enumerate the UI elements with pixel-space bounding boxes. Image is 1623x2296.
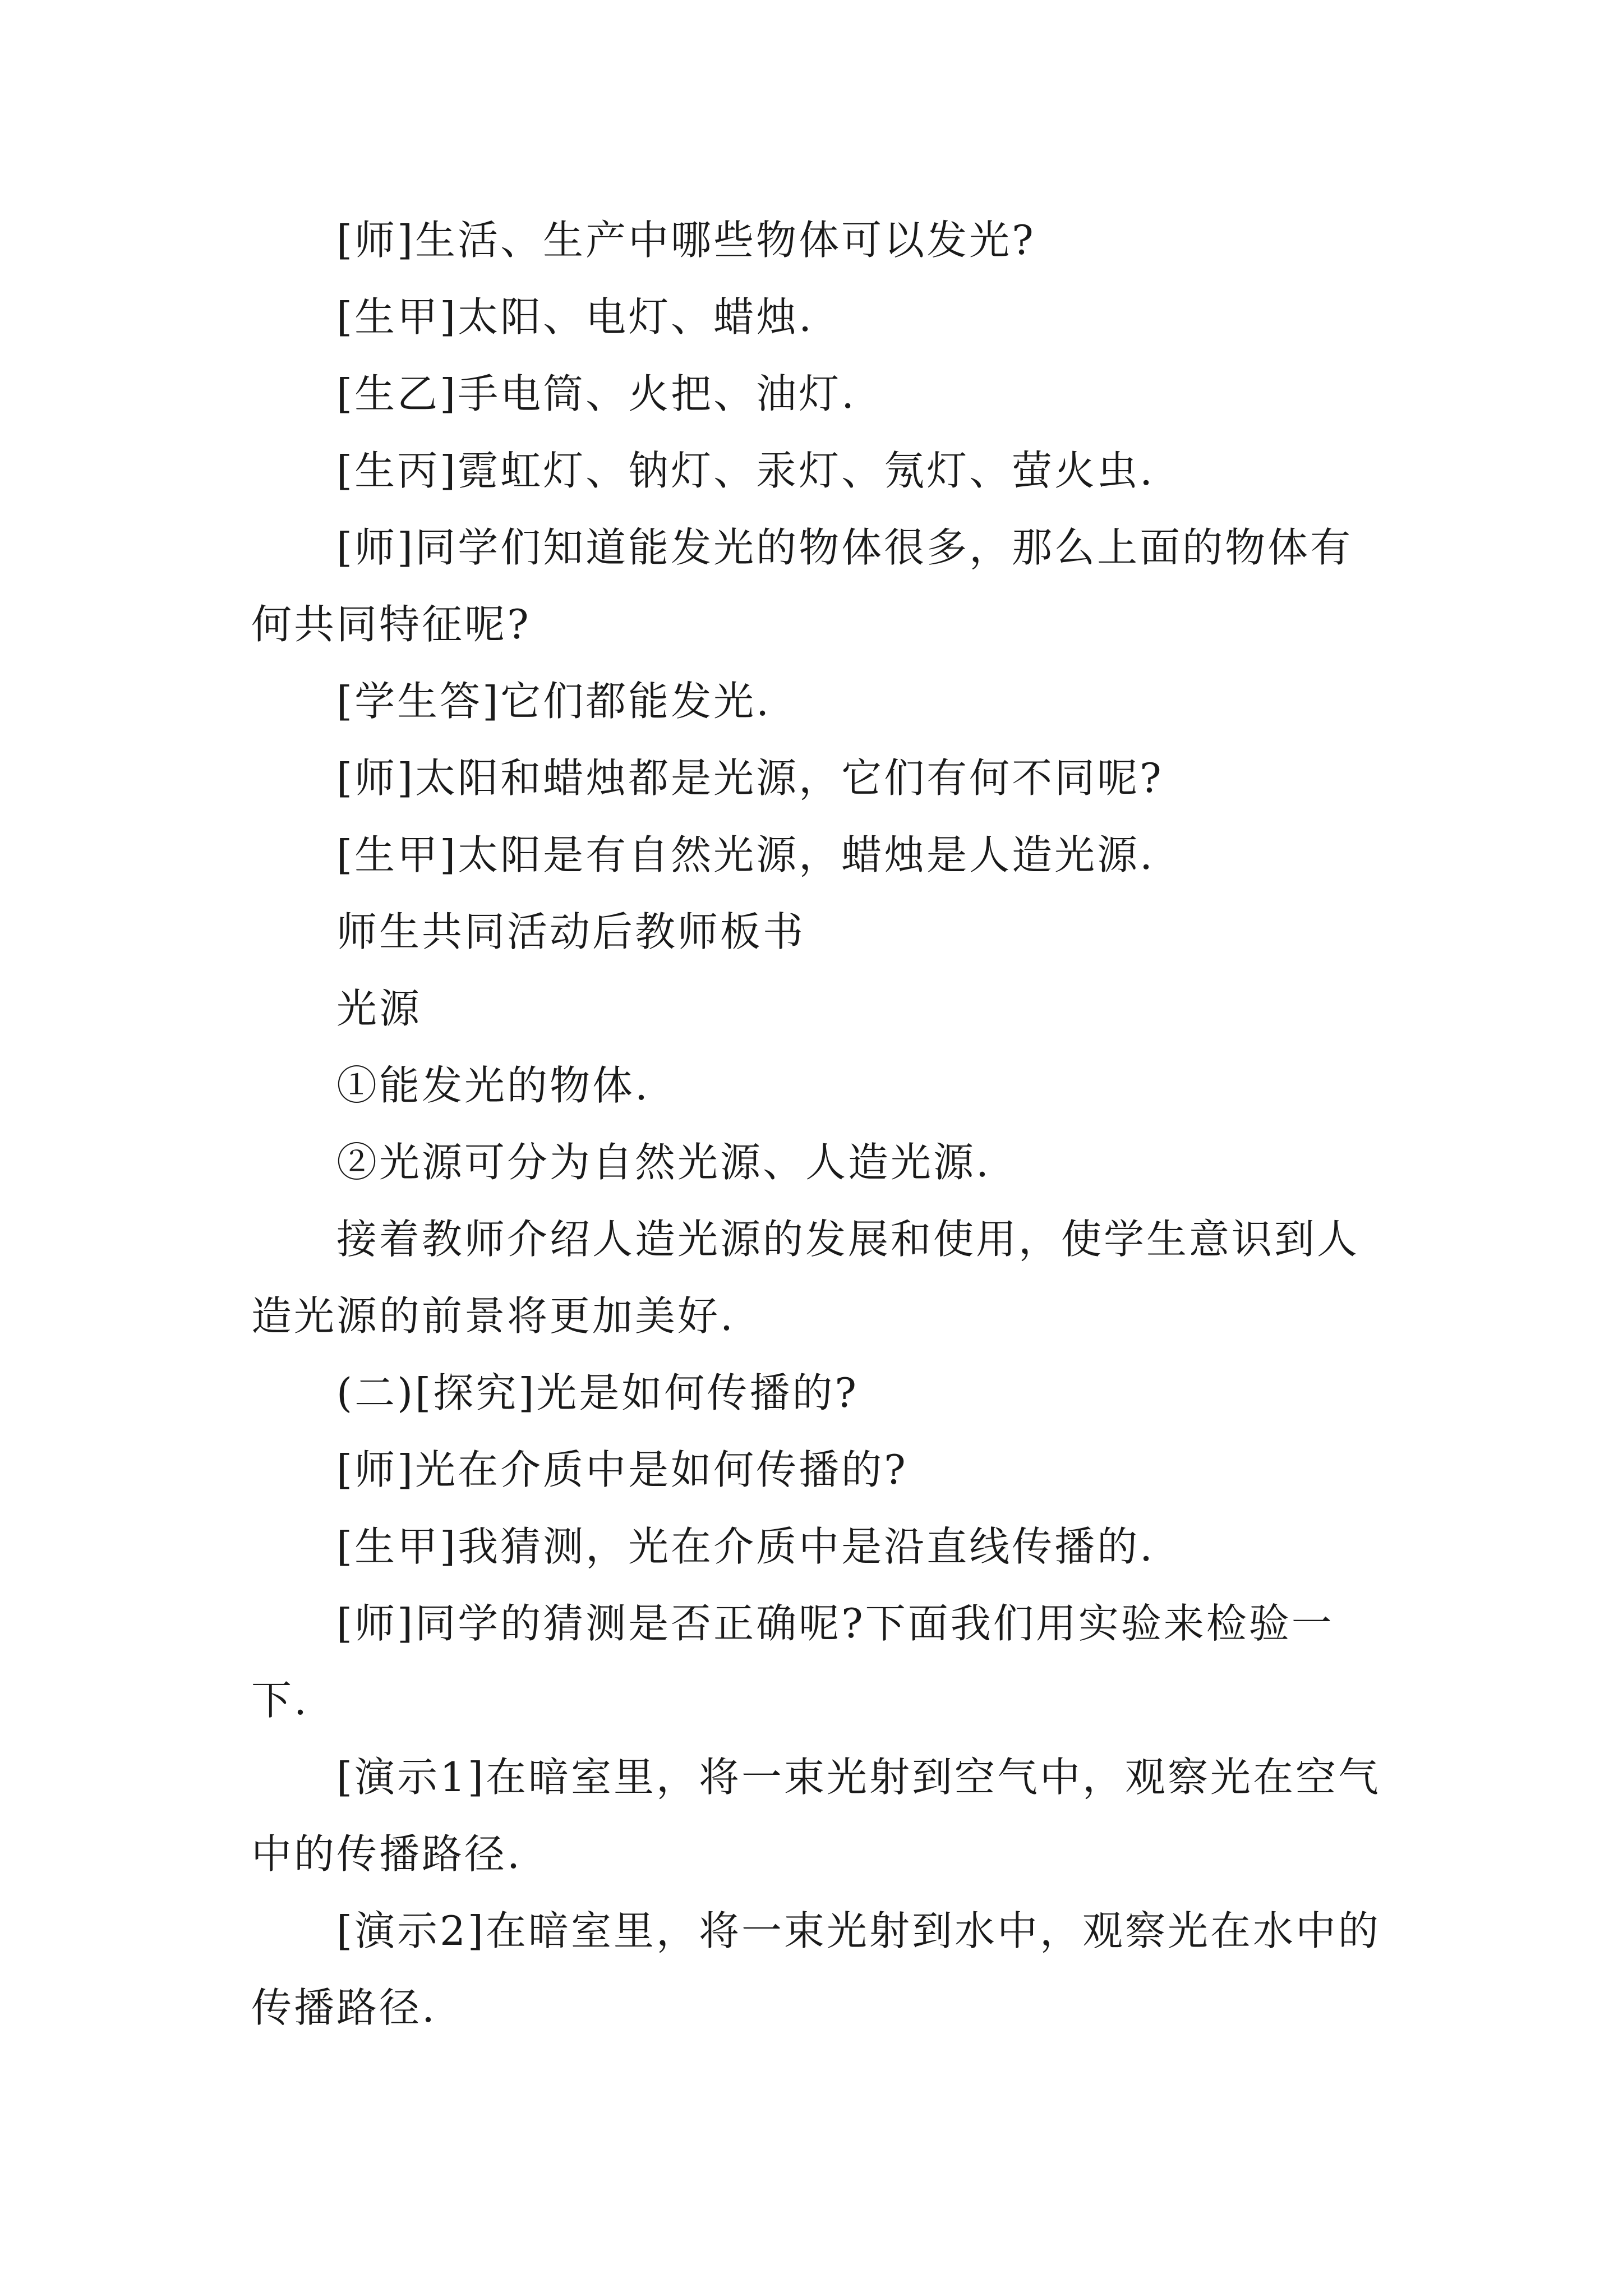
paragraph-section-two-heading: (二)[探究]光是如何传播的?: [336, 1369, 859, 1416]
paragraph-teacher-common-feature: [师]同学们知道能发光的物体很多，那么上面的物体有何共同特征呢?: [251, 524, 1353, 648]
paragraph-demo-two: [演示2]在暗室里，将一束光射到水中，观察光在水中的传播路径.: [251, 1907, 1381, 2031]
paragraph-point-one: ①能发光的物体.: [336, 1062, 650, 1109]
paragraph-teacher-experiment: [师]同学的猜测是否正确呢?下面我们用实验来检验一下.: [251, 1600, 1334, 1724]
paragraph-teacher-introduction: 接着教师介绍人造光源的发展和使用，使学生意识到人造光源的前景将更加美好.: [251, 1216, 1360, 1340]
paragraph-student-b-answer: [生乙]手电筒、火把、油灯.: [336, 370, 857, 417]
document-page: [251, 202, 1391, 2046]
paragraph-light-source-heading: 光源: [336, 985, 422, 1032]
paragraph-teacher-propagation-question: [师]光在介质中是如何传播的?: [336, 1446, 908, 1493]
paragraph-teacher-question-light-objects: [师]生活、生产中哪些物体可以发光?: [336, 217, 1036, 264]
paragraph-student-a-natural-artificial: [生甲]太阳是有自然光源，蜡烛是人造光源.: [336, 831, 1155, 878]
paragraph-student-c-answer: [生丙]霓虹灯、钠灯、汞灯、氖灯、萤火虫.: [336, 447, 1155, 494]
paragraph-student-a-answer: [生甲]太阳、电灯、蜡烛.: [336, 293, 814, 341]
paragraph-student-a-guess: [生甲]我猜测，光在介质中是沿直线传播的.: [336, 1523, 1155, 1570]
paragraph-demo-one: [演示1]在暗室里，将一束光射到空气中，观察光在空气中的传播路径.: [251, 1754, 1381, 1878]
paragraph-students-answer: [学生答]它们都能发光.: [336, 678, 772, 725]
paragraph-teacher-difference: [师]太阳和蜡烛都是光源，它们有何不同呢?: [336, 754, 1164, 802]
paragraph-point-two: ②光源可分为自然光源、人造光源.: [336, 1139, 991, 1186]
paragraph-blackboard-note: 师生共同活动后教师板书: [336, 908, 806, 955]
